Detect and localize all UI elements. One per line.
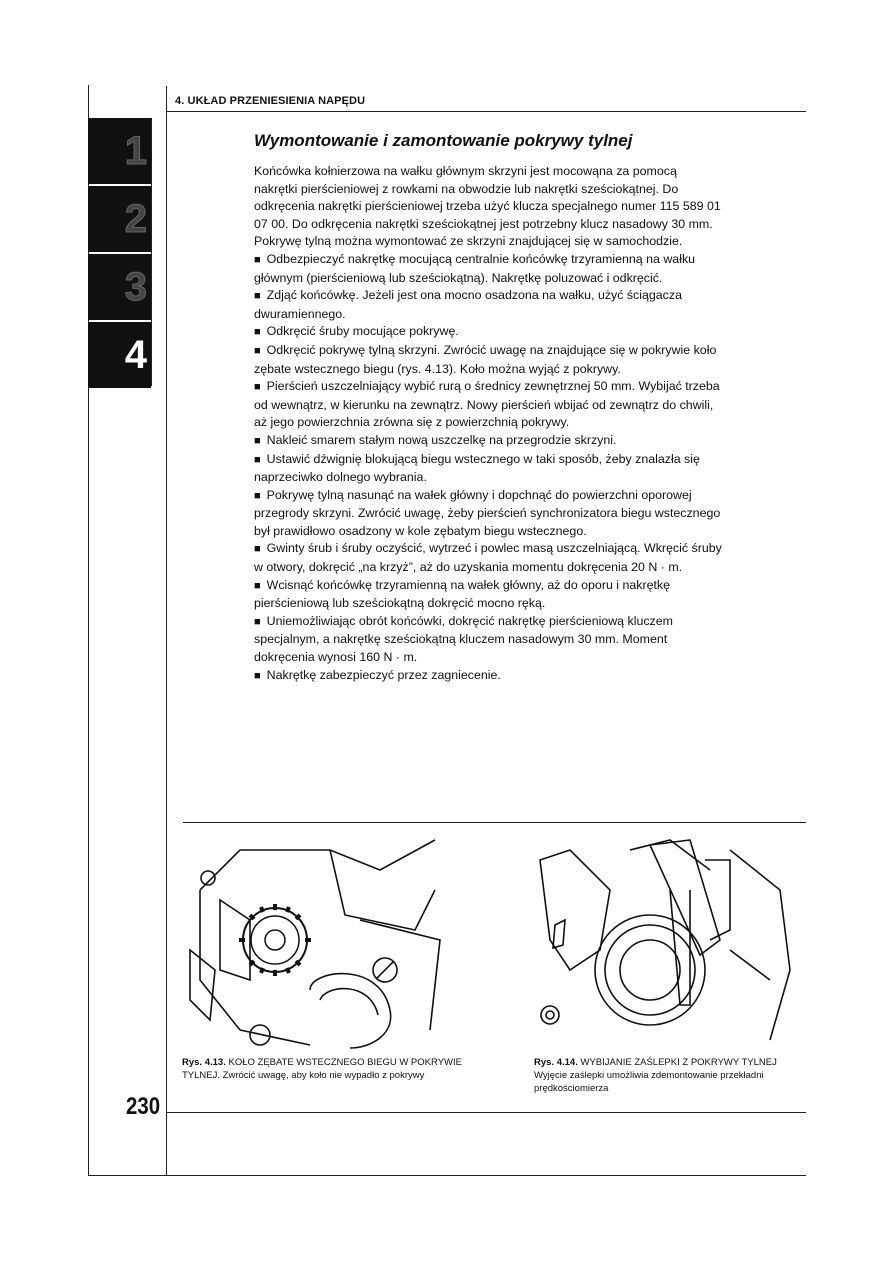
gear-cover-illustration [180,830,450,1050]
chapter-tab-4[interactable]: 4 [88,322,151,388]
step-item: ■ Gwinty śrub i śruby oczyścić, wytrzeć i powlec masą uszczelniającą. Wkręcić śruby w otwory, dokręcić „na krzyż”, aż do uzyskania momentu dokręcenia 20 N · m. [254,540,722,576]
bottom-rule [88,1175,806,1176]
section-body [254,163,722,685]
section-title: Wymontowanie i zamontowanie pokrywy tylnej [254,131,633,150]
figure-title: KOŁO ZĘBATE WSTECZNEGO BIEGU W POKRYWIE TYLNEJ. [182,1057,462,1081]
drift-tool-icon [650,840,730,1005]
figure-label: Rys. 4.13. [182,1057,226,1068]
step-item: ■ Wcisnąć końcówkę trzyramienną na wałek główny, aż do oporu i nakrętkę pierścieniową lub sześciokątną dokręcić mocno ręką. [254,577,722,613]
header-rule [166,111,806,112]
chapter-tab-2[interactable]: 2 [88,186,151,252]
figure-caption-4-14 [534,1056,806,1095]
figure-title: WYBIJANIE ZAŚLEPKI Z POKRYWY TYLNEJ [580,1057,777,1068]
step-item: ■ Zdjąć końcówkę. Jeżeli jest ona mocno osadzona na wałku, użyć ściągacza dwuramiennego. [254,287,722,323]
page-number: 230 [126,1093,161,1120]
step-item: ■ Odbezpieczyć nakrętkę mocującą centralnie końcówkę trzyramienną na wałku głównym (pierścieniową lub sześciokątną). Nakrętkę poluzować i odkręcić. [254,251,722,287]
step-item: ■ Nakrętkę zabezpieczyć przez zagniecenie. [254,667,722,686]
figure-rule-top [183,822,806,823]
figure-caption-4-13 [182,1056,482,1082]
step-item: ■ Uniemożliwiając obrót końcówki, dokręcić nakrętkę pierścieniową kluczem specjalnym, a nakrętkę sześciokątną kluczem nasadowym 30 mm. Moment dokręcenia wynosi 160 N · m. [254,613,722,667]
figure-note: Wyjęcie zaślepki umożliwia zdemontowanie przekładni prędkościomierza [534,1070,764,1094]
step-item: ■ Pierścień uszczelniający wybić rurą o średnicy zewnętrznej 50 mm. Wybijać trzeba od wewnątrz, w kierunku na zewnątrz. Nowy pierścień wbijać od zewnątrz do chwili, aż jego powierzchnia zrówna się z powierzchnią pokrywy. [254,378,722,432]
step-item: ■ Pokrywę tylną nasunąć na wałek główny i dopchnąć do powierzchni oporowej przegrody skrzyni. Zwrócić uwagę, żeby pierścień synchronizatora biegu wstecznego był prawidłowo osadzony w kole zębatym biegu wstecznego. [254,487,722,541]
footer-rule [166,1112,806,1113]
figure-note: Zwrócić uwagę, aby koło nie wypadło z pokrywy [222,1070,425,1081]
intro-paragraph: Końcówka kołnierzowa na wałku głównym skrzyni jest mocowąna za pomocą nakrętki pierścieniowej z rowkami na obwodzie lub nakrętki sześciokątnej. Do odkręcenia nakrętki pierścieniowej trzeba użyć klucza specjalnego numer 115 589 01 07 00. Do odkręcenia nakrętki sześciokątnej jest potrzebny klucz nasadowy 30 mm. Pokrywę tylną można wymontować ze skrzyni znajdującej się w samochodzie. [254,164,721,249]
text-margin-line [166,86,167,1176]
seal-knockout-illustration [530,830,800,1050]
chapter-tab-3[interactable]: 3 [88,254,151,320]
chapter-tab-1[interactable]: 1 [88,118,151,184]
chapter-header: 4. UKŁAD PRZENIESIENIA NAPĘDU [175,95,366,107]
step-item: ■ Ustawić dźwignię blokującą biegu wstecznego w taki sposób, żeby znalazła się naprzeciwko dolnego wybrania. [254,451,722,487]
tab-separator [151,118,152,386]
step-item: ■ Nakleić smarem stałym nową uszczelkę na przegrodzie skrzyni. [254,432,722,451]
figure-label: Rys. 4.14. [534,1057,578,1068]
step-item: ■ Odkręcić pokrywę tylną skrzyni. Zwrócić uwagę na znajdujące się w pokrywie koło zębate wstecznego biegu (rys. 4.13). Koło można wyjąć z pokrywy. [254,342,722,378]
step-item: ■ Odkręcić śruby mocujące pokrywę. [254,323,722,342]
